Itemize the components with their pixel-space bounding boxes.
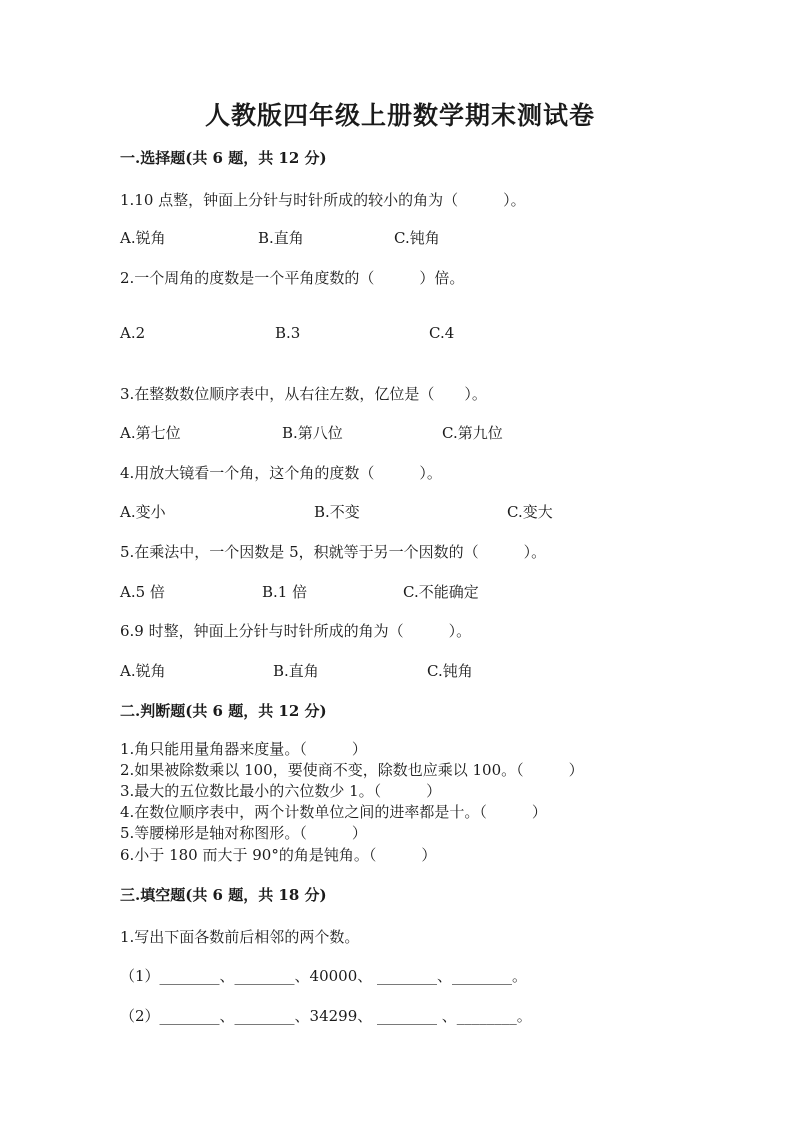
question-4: 4.用放大镜看一个角，这个角的度数（ ）。 [120, 464, 442, 482]
option-5c: C.不能确定 [403, 583, 479, 601]
fill-question-1: 1.写出下面各数前后相邻的两个数。 [120, 928, 360, 946]
option-1a: A.锐角 [120, 229, 166, 247]
fill-blank-line-1: （1）________、________、40000、 ________、________。 [120, 967, 528, 985]
section-heading-choice: 一.选择题(共 6 题，共 12 分) [120, 149, 327, 167]
option-2a: A.2 [120, 324, 146, 342]
option-6a: A.锐角 [120, 662, 166, 680]
question-3: 3.在整数数位顺序表中，从右往左数，亿位是（ ）。 [120, 385, 487, 403]
judge-item-6: 6.小于 180 而大于 90°的角是钝角。（ ） [120, 846, 437, 864]
option-1b: B.直角 [258, 229, 304, 247]
judge-item-1: 1.角只能用量角器来度量。（ ） [120, 740, 367, 758]
option-1c: C.钝角 [394, 229, 440, 247]
judge-item-5: 5.等腰梯形是轴对称图形。（ ） [120, 824, 367, 842]
option-4a: A.变小 [120, 503, 166, 521]
option-5a: A.5 倍 [120, 583, 165, 601]
page-title: 人教版四年级上册数学期末测试卷 [204, 101, 595, 130]
judge-item-4: 4.在数位顺序表中，两个计数单位之间的进率都是十。（ ） [120, 803, 547, 821]
question-1: 1.10 点整，钟面上分针与时针所成的较小的角为（ ）。 [120, 191, 526, 209]
option-2c: C.4 [429, 324, 455, 342]
option-3c: C.第九位 [442, 424, 503, 442]
fill-blank-line-2: （2）________、________、34299、 ________ 、________。 [120, 1007, 532, 1025]
option-5b: B.1 倍 [262, 583, 308, 601]
question-2: 2.一个周角的度数是一个平角度数的（ ）倍。 [120, 269, 465, 287]
option-3b: B.第八位 [282, 424, 343, 442]
question-6: 6.9 时整，钟面上分针与时针所成的角为（ ）。 [120, 622, 472, 640]
option-2b: B.3 [275, 324, 301, 342]
section-heading-judge: 二.判断题(共 6 题，共 12 分) [120, 702, 327, 720]
judge-item-3: 3.最大的五位数比最小的六位数少 1。（ ） [120, 782, 442, 800]
option-6b: B.直角 [273, 662, 319, 680]
question-5: 5.在乘法中，一个因数是 5，积就等于另一个因数的（ ）。 [120, 543, 547, 561]
option-6c: C.钝角 [427, 662, 473, 680]
section-heading-fill: 三.填空题(共 6 题，共 18 分) [120, 886, 327, 904]
option-4c: C.变大 [507, 503, 553, 521]
judge-item-2: 2.如果被除数乘以 100，要使商不变，除数也应乘以 100。（ ） [120, 761, 584, 779]
option-3a: A.第七位 [120, 424, 181, 442]
option-4b: B.不变 [314, 503, 360, 521]
